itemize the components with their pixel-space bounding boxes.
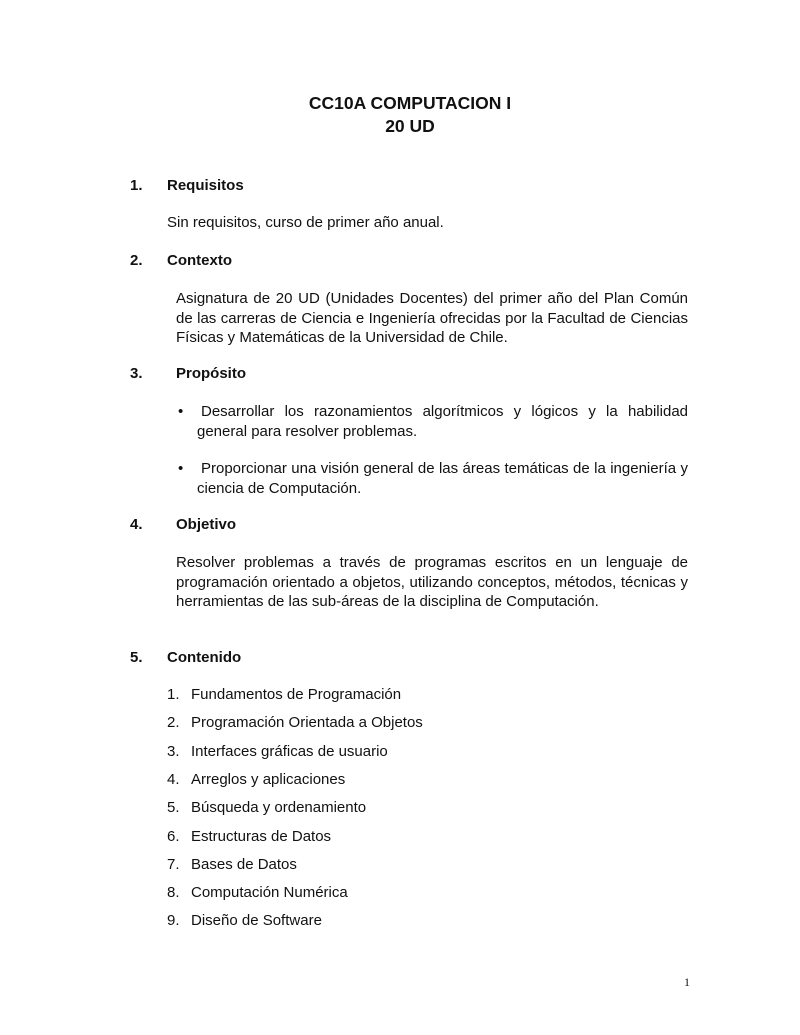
section-number: 4. [130, 516, 143, 533]
bullet-text: Proporcionar una visión general de las áreas temáticas de la ingeniería y ciencia de Computación. [197, 460, 688, 497]
section-heading-requisitos [130, 177, 244, 194]
document-title [0, 92, 800, 138]
bullet-text: Desarrollar los razonamientos algorítmicos y lógicos y la habilidad general para resolver problemas. [197, 403, 688, 440]
list-item [167, 883, 348, 902]
list-item-number: 8. [167, 884, 180, 901]
list-item [167, 827, 331, 846]
list-item [167, 742, 388, 761]
list-item [167, 798, 366, 817]
list-item-number: 6. [167, 828, 180, 845]
section-heading-proposito [130, 365, 246, 382]
section-heading-objetivo [130, 516, 236, 533]
section-title: Contexto [167, 252, 232, 269]
list-item-label: Arreglos y aplicaciones [191, 771, 346, 788]
list-item-label: Fundamentos de Programación [191, 686, 402, 703]
list-item-label: Búsqueda y ordenamiento [191, 799, 367, 816]
section-heading-contenido [130, 649, 241, 666]
proposito-bullet [178, 402, 688, 441]
list-item-number: 5. [167, 799, 180, 816]
bullet-icon: • [178, 403, 184, 420]
list-item-number: 4. [167, 771, 180, 788]
course-title: CC10A COMPUTACION I [308, 93, 512, 113]
contexto-text: Asignatura de 20 UD (Unidades Docentes) del primer año del Plan Común de las carreras de Ciencia e Ingeniería ofrecidas por la Facultad de Ciencias Físicas y Matemáticas de la Universidad de Chile. [176, 290, 688, 346]
list-item-label: Computación Numérica [191, 884, 348, 901]
section-title: Requisitos [167, 177, 244, 194]
list-item-number: 9. [167, 912, 180, 929]
list-item-number: 1. [167, 686, 180, 703]
section-title: Objetivo [176, 516, 237, 533]
list-item [167, 685, 401, 704]
course-units: 20 UD [385, 116, 435, 136]
proposito-bullet [178, 459, 688, 498]
section-number: 5. [130, 649, 143, 666]
section-number: 3. [130, 365, 143, 382]
section-heading-contexto [130, 252, 232, 269]
list-item-label: Diseño de Software [191, 912, 322, 929]
list-item [167, 855, 297, 874]
section-title: Propósito [176, 365, 246, 382]
section-title: Contenido [167, 649, 242, 666]
objetivo-text: Resolver problemas a través de programas escritos en un lenguaje de programación orientado a objetos, utilizando conceptos, métodos, técnicas y herramientas de las sub-áreas de la disciplina de Computación. [176, 554, 688, 610]
page-number: 1 [684, 975, 690, 989]
list-item [167, 713, 423, 732]
list-item [167, 911, 322, 930]
requisitos-text: Sin requisitos, curso de primer año anual. [167, 214, 444, 231]
section-number: 1. [130, 177, 143, 194]
section-number: 2. [130, 252, 143, 269]
list-item-label: Interfaces gráficas de usuario [191, 743, 388, 760]
list-item-number: 2. [167, 714, 180, 731]
list-item-label: Estructuras de Datos [191, 828, 332, 845]
list-item-label: Bases de Datos [191, 856, 297, 873]
list-item-number: 7. [167, 856, 180, 873]
list-item-label: Programación Orientada a Objetos [191, 714, 423, 731]
bullet-icon: • [178, 460, 184, 477]
list-item [167, 770, 345, 789]
list-item-number: 3. [167, 743, 180, 760]
